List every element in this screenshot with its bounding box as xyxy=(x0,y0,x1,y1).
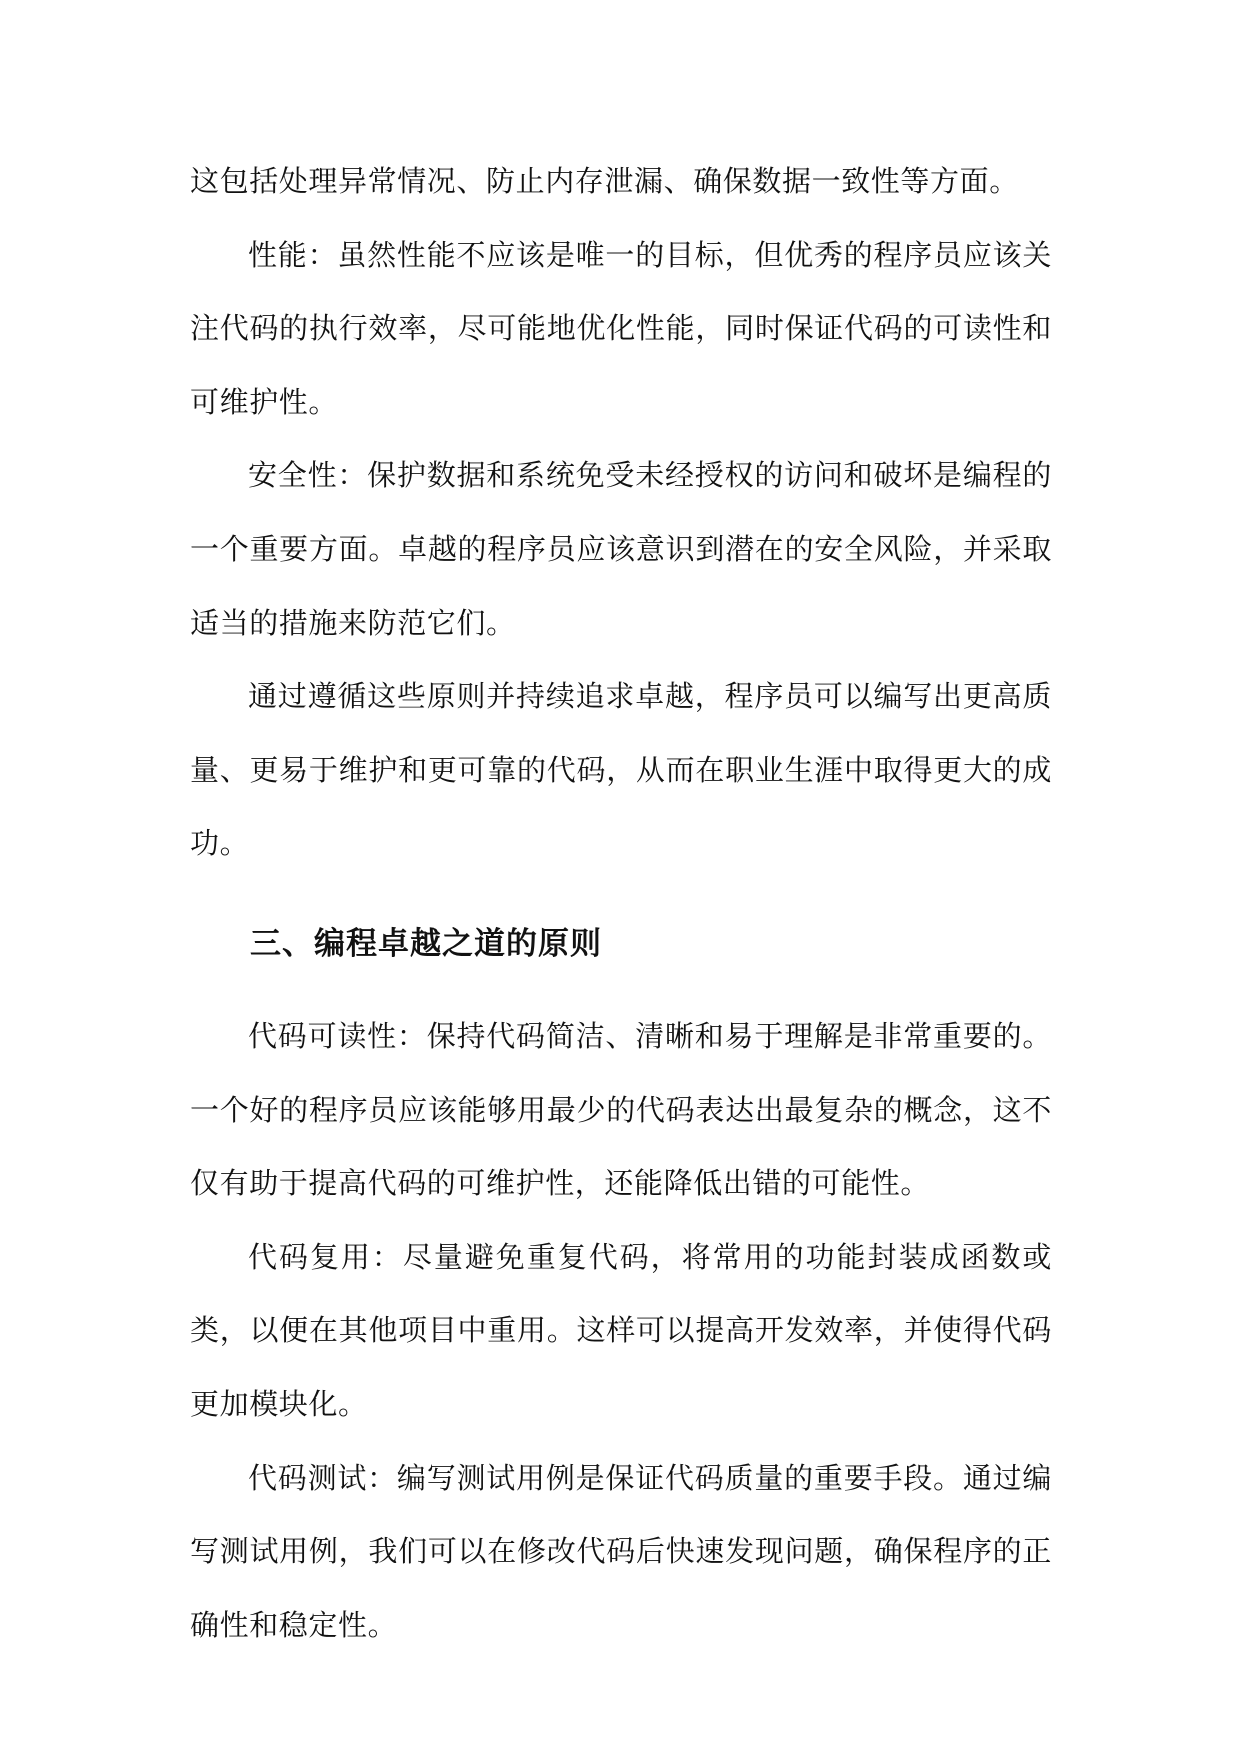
paragraph-code-reuse: 代码复用：尽量避免重复代码，将常用的功能封装成函数或类，以便在其他项目中重用。这样可以提高开发效率，并使得代码更加模块化。 xyxy=(190,1239,1052,1421)
document-body xyxy=(190,145,1052,1662)
section-heading: 三、编程卓越之道的原则 xyxy=(250,925,602,962)
paragraph-conclusion: 通过遵循这些原则并持续追求卓越，程序员可以编写出更高质量、更易于维护和更可靠的代码，从而在职业生涯中取得更大的成功。 xyxy=(190,679,1052,861)
paragraph-code-testing: 代码测试：编写测试用例是保证代码质量的重要手段。通过编写测试用例，我们可以在修改代码后快速发现问题，确保程序的正确性和稳定性。 xyxy=(190,1460,1052,1642)
paragraph-performance: 性能：虽然性能不应该是唯一的目标，但优秀的程序员应该关注代码的执行效率，尽可能地优化性能，同时保证代码的可读性和可维护性。 xyxy=(190,237,1052,419)
paragraph-exception-handling: 这包括处理异常情况、防止内存泄漏、确保数据一致性等方面。 xyxy=(190,164,1019,198)
paragraph-security: 安全性：保护数据和系统免受未经授权的访问和破坏是编程的一个重要方面。卓越的程序员应该意识到潜在的安全风险，并采取适当的措施来防范它们。 xyxy=(190,458,1052,640)
paragraph-readability: 代码可读性：保持代码简洁、清晰和易于理解是非常重要的。一个好的程序员应该能够用最少的代码表达出最复杂的概念，这不仅有助于提高代码的可维护性，还能降低出错的可能性。 xyxy=(190,1018,1052,1201)
